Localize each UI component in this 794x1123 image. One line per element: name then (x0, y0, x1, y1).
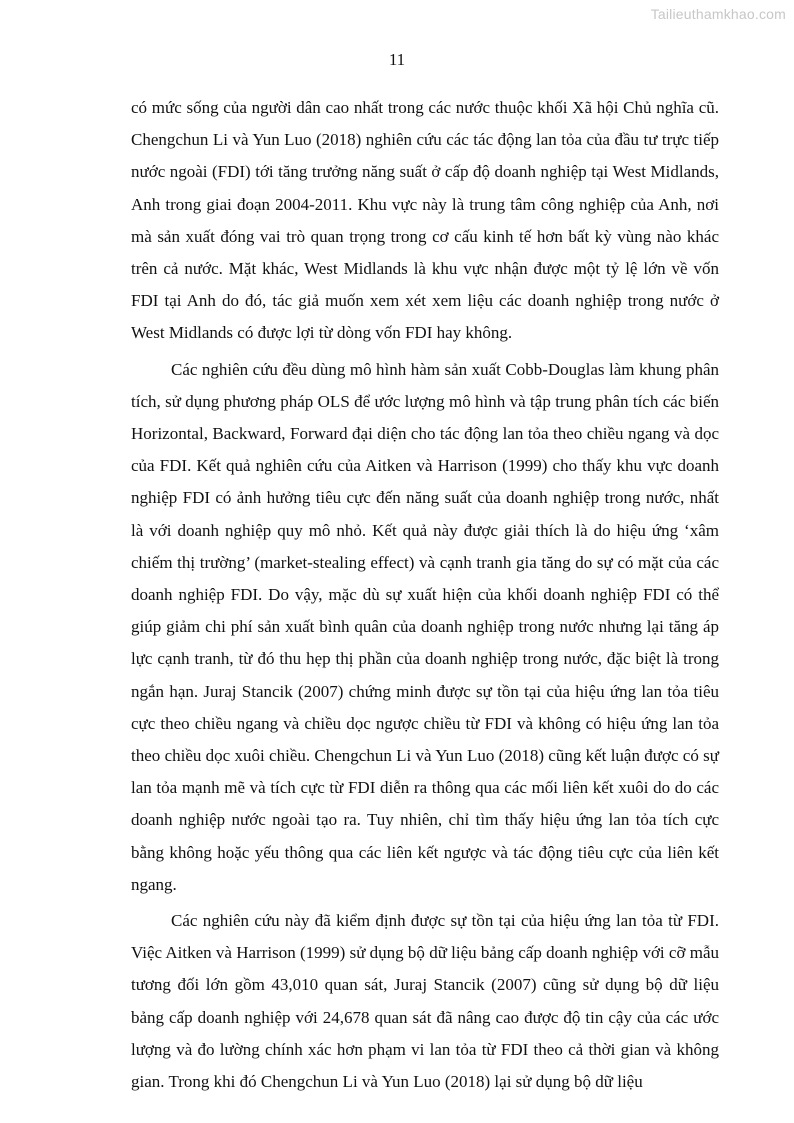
paragraph-1: có mức sống của người dân cao nhất trong các nước thuộc khối Xã hội Chủ nghĩa cũ. Chengchun Li và Yun Luo (2018) nghiên cứu các tác động lan tỏa của đầu tư trực tiếp nước ngoài (FDI) tới tăng trưởng năng suất ở cấp độ doanh nghiệp tại West Midlands, Anh trong giai đoạn 2004-2011. Khu vực này là trung tâm công nghiệp của Anh, nơi mà sản xuất đóng vai trò quan trọng trong cơ cấu kinh tế hơn bất kỳ vùng nào khác trên cả nước. Mặt khác, West Midlands là khu vực nhận được một tỷ lệ lớn về vốn FDI tại Anh do đó, tác giả muốn xem xét xem liệu các doanh nghiệp trong nước ở West Midlands có được lợi từ dòng vốn FDI hay không. (131, 98, 719, 343)
watermark: Tailieuthamkhao.com (650, 6, 786, 22)
document-body (131, 92, 719, 1102)
page-number: 11 (388, 50, 406, 69)
paragraph-2: Các nghiên cứu đều dùng mô hình hàm sản xuất Cobb-Douglas làm khung phân tích, sử dụng phương pháp OLS để ước lượng mô hình và tập trung phân tích các biến Horizontal, Backward, Forward đại diện cho tác động lan tỏa theo chiều ngang và dọc của FDI. Kết quả nghiên cứu của Aitken và Harrison (1999) cho thấy khu vực doanh nghiệp FDI có ảnh hưởng tiêu cực đến năng suất của doanh nghiệp trong nước, nhất là với doanh nghiệp quy mô nhỏ. Kết quả này được giải thích là do hiệu ứng ‘xâm chiếm thị trường’ (market-stealing effect) và cạnh tranh gia tăng do sự có mặt của các doanh nghiệp FDI. Do vậy, mặc dù sự xuất hiện của khối doanh nghiệp FDI có thể giúp giảm chi phí sản xuất bình quân của doanh nghiệp trong nước nhưng lại tăng áp lực cạnh tranh, từ đó thu hẹp thị phần của doanh nghiệp trong nước, đặc biệt là trong ngắn hạn. Juraj Stancik (2007) chứng minh được sự tồn tại của hiệu ứng lan tỏa tiêu cực theo chiều ngang và chiều dọc ngược chiều từ FDI và không có hiệu ứng lan tỏa theo chiều dọc xuôi chiều. Chengchun Li và Yun Luo (2018) cũng kết luận được có sự lan tỏa mạnh mẽ và tích cực từ FDI diễn ra thông qua các mối liên kết xuôi do do các doanh nghiệp nước ngoài tạo ra. Tuy nhiên, chỉ tìm thấy hiệu ứng lan tỏa tích cực bằng không hoặc yếu thông qua các liên kết ngược và tác động tiêu cực của liên kết ngang. (131, 359, 719, 894)
paragraph-3: Các nghiên cứu này đã kiểm định được sự tồn tại của hiệu ứng lan tỏa từ FDI. Việc Aitken và Harrison (1999) sử dụng bộ dữ liệu bảng cấp doanh nghiệp với cỡ mẫu tương đối lớn gồm 43,010 quan sát, Juraj Stancik (2007) cũng sử dụng bộ dữ liệu bảng cấp doanh nghiệp với 24,678 quan sát đã nâng cao được độ tin cậy của các ước lượng và đo lường chính xác hơn phạm vi lan tỏa từ FDI theo cả thời gian và không gian. Trong khi đó Chengchun Li và Yun Luo (2018) lại sử dụng bộ dữ liệu (131, 911, 719, 1092)
